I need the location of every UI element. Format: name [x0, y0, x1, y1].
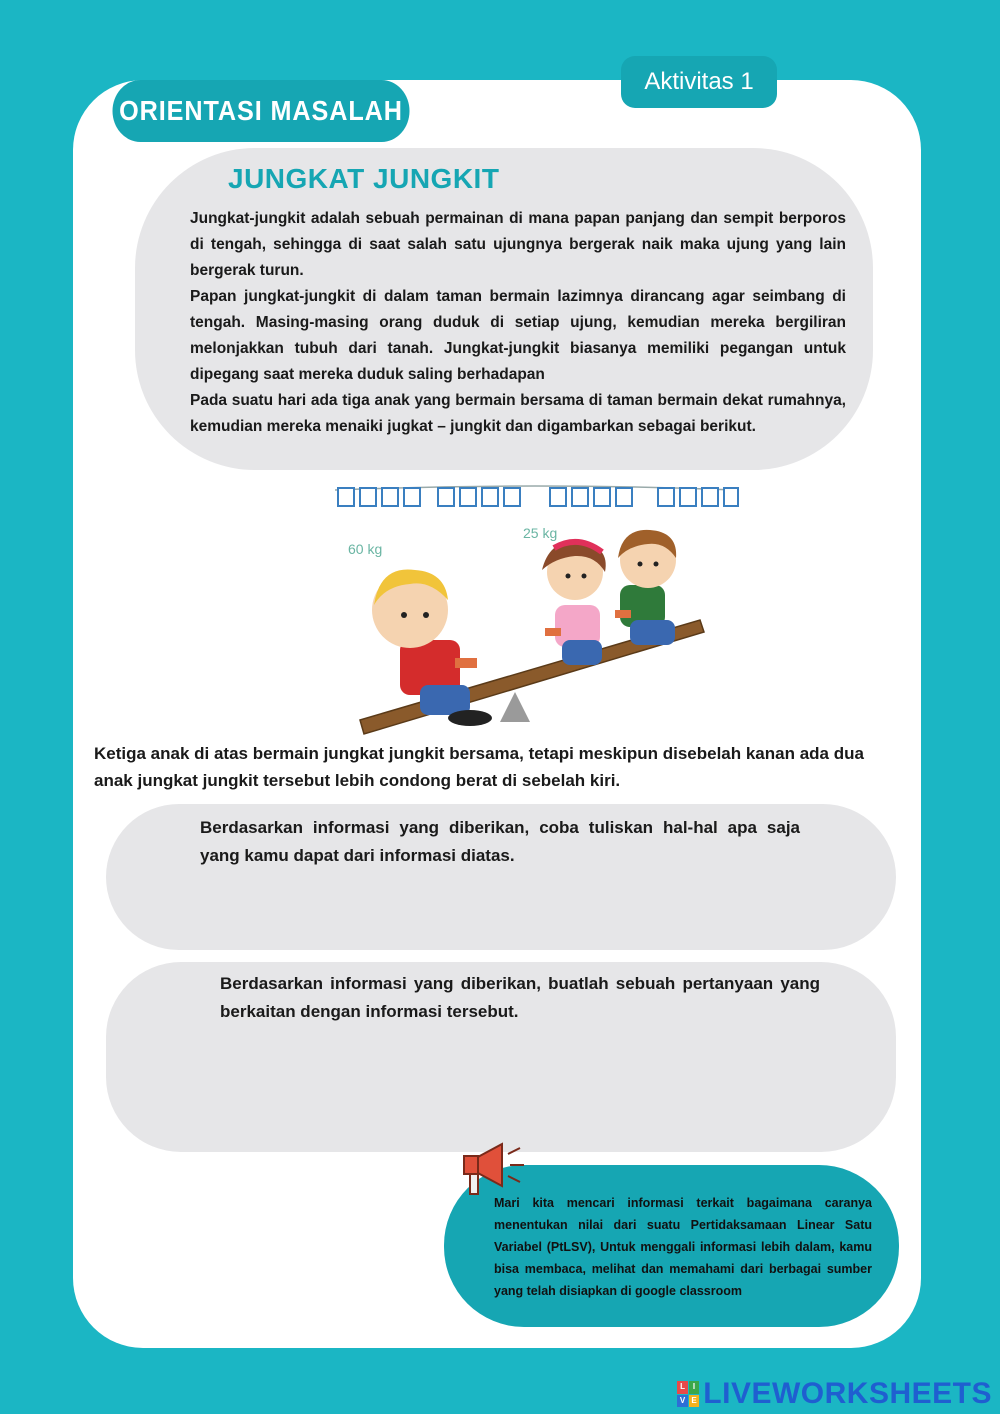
intro-paragraph: Pada suatu hari ada tiga anak yang bermain bersama di taman bermain dekat rumahnya, kemudian mereka menaiki jugkat – jungkit dan digambarkan sebagai berikut. — [190, 392, 846, 435]
intro-paragraph: Jungkat-jungkit adalah sebuah permainan di mana papan panjang dan sempit berporos di tengah, sehingga di saat salah satu ujungnya bergerak naik maka ujung yang lain bergerak turun. — [190, 210, 846, 279]
question-1-answer[interactable] — [200, 876, 800, 936]
left-child — [372, 569, 492, 726]
right-weight-label: 25 kg — [523, 525, 558, 541]
brand-name: LIVEWORKSHEETS — [703, 1377, 992, 1410]
left-weight-label: 60 kg — [348, 541, 383, 557]
seesaw-illustration — [330, 480, 740, 742]
photo-garland — [335, 486, 738, 506]
intro-paragraph: Papan jungkat-jungkit di dalam taman bermain lazimnya dirancang agar seimbang di tengah. Masing-masing orang duduk di setiap ujung, kemudian mereka bergiliran melonjakkan tubuh dari tanah. Jungkat-jungkit biasanya memiliki pegangan untuk dipegang saat mereka duduk saling berhadapan — [190, 288, 846, 383]
info-text: Mari kita mencari informasi terkait bagaimana caranya menentukan nilai dari suatu Pertidaksamaan Linear Satu Variabel (PtLSV), Untuk menggali informasi lebih dalam, kamu bisa membaca, melihat dan memahami dari berbagai sumber yang telah disiapkan di google classroom — [494, 1196, 872, 1298]
activity-label: Aktivitas 1 — [621, 56, 777, 108]
live-logo-icon: L I V E — [677, 1381, 699, 1407]
question-1-prompt: Berdasarkan informasi yang diberikan, coba tuliskan hal-hal apa saja yang kamu dapat dari informasi diatas. — [200, 818, 800, 865]
right-child — [615, 530, 676, 645]
illustration-caption: Ketiga anak di atas bermain jungkat jungkit bersama, tetapi meskipun disebelah kanan ada dua anak jungkat jungkit tersebut lebih condong berat di sebelah kiri. — [94, 744, 864, 790]
section-label: ORIENTASI MASALAH — [113, 80, 410, 142]
middle-child — [542, 542, 606, 665]
brand-logo — [677, 1378, 992, 1410]
megaphone-icon — [458, 1136, 526, 1200]
question-2-prompt: Berdasarkan informasi yang diberikan, buatlah sebuah pertanyaan yang berkaitan dengan informasi tersebut. — [220, 974, 820, 1021]
seesaw-pivot — [500, 692, 530, 722]
intro-title: JUNGKAT JUNGKIT — [228, 163, 500, 194]
question-2-answer[interactable] — [220, 1036, 820, 1136]
intro-text — [190, 206, 846, 440]
